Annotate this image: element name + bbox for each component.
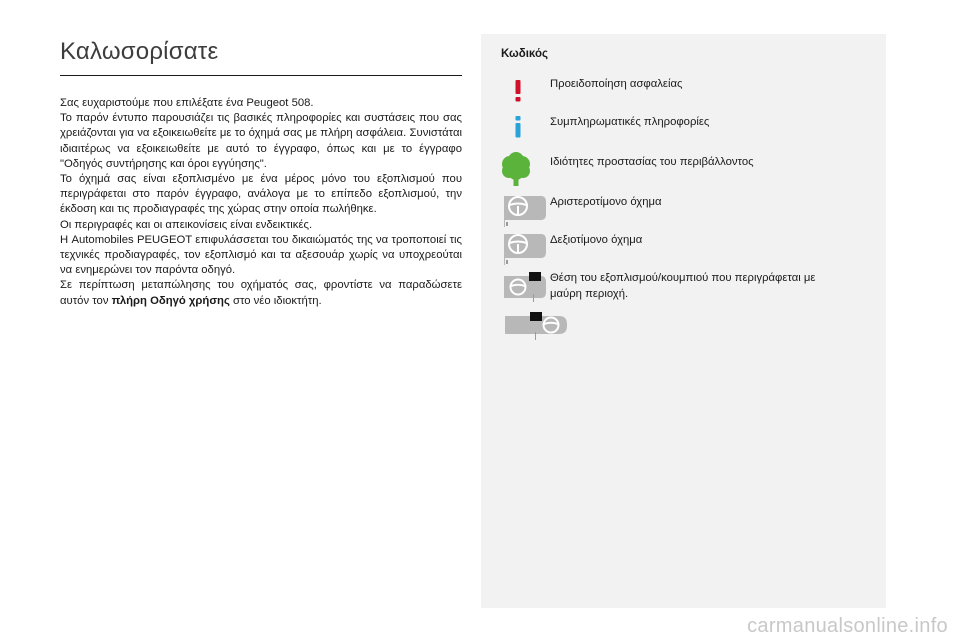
intro-paragraph-2: Το παρόν έντυπο παρουσιάζει τις βασικές πληροφορίες και συστάσεις που σας χρειάζονται για να εξοικειωθείτε με το όχημά σας με πλήρη ασφάλεια. Συνιστάται ιδιαιτέρως να εξοικειωθείτε με αυτό το έγγραφο, όπως και με το έγγραφο "Οδηγός συντήρησης και όροι εγγύησης". bbox=[60, 112, 462, 170]
intro-paragraph-1: Σας ευχαριστούμε που επιλέξατε ένα Peugeot 508. bbox=[60, 97, 314, 109]
intro-p6-bold: πλήρη Οδηγό χρήσης bbox=[111, 294, 230, 307]
equipment-location-icon bbox=[501, 270, 547, 304]
intro-p6-text-2: στο νέο ιδιοκτήτη. bbox=[229, 294, 322, 307]
warning-exclamation-icon bbox=[511, 80, 525, 102]
main-content bbox=[60, 38, 462, 309]
legend-title: Κωδικός bbox=[501, 48, 548, 60]
left-hand-drive-icon bbox=[501, 192, 547, 228]
intro-text bbox=[60, 96, 462, 309]
tree-icon bbox=[501, 152, 531, 186]
intro-paragraph-3: Το όχημά σας είναι εξοπλισμένο με ένα μέρος μόνο του εξοπλισμού που περιγράφεται στο παρόν έγγραφο, ανάλογα με το επίπεδο εξοπλισμού, την έκδοση και τις προδιαγραφές της χώρας στην οποία πωλήθηκε. bbox=[60, 173, 462, 216]
intro-paragraph-4: Οι περιγραφές και οι απεικονίσεις είναι ενδεικτικές. bbox=[60, 218, 313, 231]
equipment-location-rhd-icon bbox=[501, 306, 571, 342]
intro-p6-text-1: Σε περίπτωση μεταπώλησης του οχήματός σας, φροντίστε να παραδώσετε αυτόν τον bbox=[60, 279, 462, 307]
title-divider bbox=[60, 75, 462, 76]
right-hand-drive-icon bbox=[501, 230, 547, 266]
info-icon bbox=[511, 116, 525, 138]
legend-label-warning: Προειδοποίηση ασφαλείας bbox=[550, 78, 683, 90]
legend-label-info: Συμπληρωματικές πληροφορίες bbox=[550, 116, 710, 128]
legend-label-left-hand-drive: Αριστεροτίμονο όχημα bbox=[550, 196, 662, 208]
watermark-logo: carmanualsonline.info bbox=[747, 615, 948, 637]
page-title: Καλωσορίσατε bbox=[60, 38, 219, 65]
intro-paragraph-6 bbox=[60, 278, 462, 308]
legend-label-equipment-location: Θέση του εξοπλισμού/κουμπιού που περιγράφεται με μαύρη περιοχή. bbox=[550, 272, 816, 300]
legend-panel bbox=[481, 34, 886, 608]
legend-label-right-hand-drive: Δεξιοτίμονο όχημα bbox=[550, 234, 643, 246]
legend-label-environment: Ιδιότητες προστασίας του περιβάλλοντος bbox=[550, 156, 754, 168]
intro-paragraph-5: Η Automobiles PEUGEOT επιφυλάσσεται του δικαιώματός της να τροποποιεί τις τεχνικές προδιαγραφές, τον εξοπλισμό και τα αξεσουάρ χωρίς να υποχρεούται να ενημερώνει τον παρόντα οδηγό. bbox=[60, 233, 462, 277]
